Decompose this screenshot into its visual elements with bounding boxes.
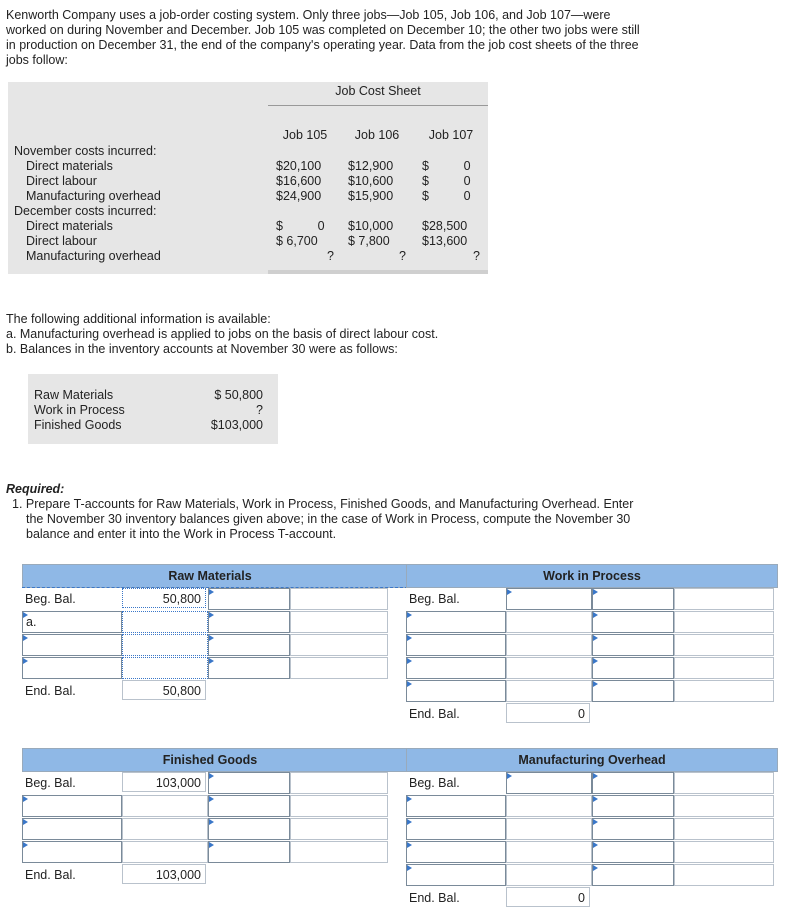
credit-amount-input[interactable] [290, 841, 388, 863]
credit-amount-input[interactable] [674, 772, 774, 794]
debit-amount-input[interactable] [506, 841, 592, 863]
column-header: Job 106 [354, 128, 400, 142]
column-header: Job 107 [428, 128, 474, 142]
debit-amount-input[interactable] [122, 657, 208, 679]
t-account-finished-goods [22, 748, 410, 888]
row-label: November costs incurred: [14, 144, 157, 158]
end-bal-value: 0 [506, 887, 590, 907]
credit-label-input[interactable] [208, 818, 290, 840]
inventory-row [34, 388, 113, 403]
credit-amount-input[interactable] [290, 611, 388, 633]
credit-amount-input[interactable] [674, 611, 774, 633]
beg-bal-debit-input[interactable] [506, 772, 592, 794]
credit-amount-input[interactable] [290, 634, 388, 656]
cost-value: $12,900 [348, 159, 394, 173]
row-label: Manufacturing overhead [26, 249, 161, 263]
additional-line: a. Manufacturing overhead is applied to jobs on the basis of direct labour cost. [6, 327, 439, 341]
additional-line: The following additional information is available: [6, 312, 271, 326]
debit-label-input[interactable] [406, 864, 506, 886]
credit-amount-input[interactable] [674, 657, 774, 679]
cost-value: $ 0 [422, 174, 471, 188]
credit-amount-input[interactable] [290, 588, 388, 610]
row-label: Direct labour [26, 234, 97, 248]
end-bal-value: 103,000 [122, 864, 206, 884]
debit-label-input[interactable] [406, 795, 506, 817]
t-account-manufacturing-overhead [406, 748, 794, 910]
cost-value: $ 0 [422, 189, 471, 203]
cost-value: $ 7,800 [348, 234, 390, 248]
credit-label-input[interactable] [208, 772, 290, 794]
end-bal-label: End. Bal. [409, 707, 460, 721]
t-account-title-text: Raw Materials [168, 569, 252, 583]
debit-label-input[interactable] [22, 611, 122, 633]
credit-label-input[interactable] [592, 634, 674, 656]
debit-amount-input[interactable] [122, 795, 208, 817]
credit-label-input[interactable] [592, 795, 674, 817]
beg-bal-label: Beg. Bal. [409, 592, 460, 606]
cost-value: $ 0 [422, 159, 471, 173]
t-account-title [406, 748, 778, 772]
debit-label-input[interactable] [406, 680, 506, 702]
debit-label-input[interactable] [406, 818, 506, 840]
t-account-title-text: Finished Goods [162, 753, 258, 767]
end-bal-label: End. Bal. [25, 684, 76, 698]
inventory-value: ? [256, 403, 263, 417]
divider [268, 105, 488, 106]
credit-label-input[interactable] [592, 818, 674, 840]
credit-label-input[interactable] [592, 657, 674, 679]
debit-amount-input[interactable] [122, 611, 208, 633]
debit-amount-input[interactable] [122, 818, 208, 840]
row-label: Direct labour [26, 174, 97, 188]
row-label: Direct materials [26, 219, 113, 233]
debit-amount-input[interactable] [506, 611, 592, 633]
additional-line: b. Balances in the inventory accounts at November 30 were as follows: [6, 342, 398, 356]
debit-amount-input[interactable] [506, 634, 592, 656]
credit-amount-input[interactable] [290, 772, 388, 794]
credit-amount-input[interactable] [674, 634, 774, 656]
row-label: December costs incurred: [14, 204, 157, 218]
cost-value: ? [399, 249, 406, 263]
required-title: Required: [6, 482, 65, 496]
cost-value: $15,900 [348, 189, 394, 203]
cost-value: $24,900 [276, 189, 322, 203]
credit-label-input[interactable] [208, 588, 290, 610]
additional-info [6, 312, 438, 357]
inventory-balances [28, 374, 278, 444]
row-a-label: a. [26, 615, 37, 629]
credit-amount-input[interactable] [674, 818, 774, 840]
beg-bal-debit-input[interactable]: 103,000 [122, 772, 206, 792]
credit-label-input[interactable] [208, 611, 290, 633]
t-account-work-in-process [406, 564, 794, 726]
problem-intro: Kenworth Company uses a job-order costing system. Only three jobs—Job 105, Job 106, and Job 107—were worked on during November and December. Job 105 was completed on December 10; the other two jobs were still in production on December 31, the end of the company's operating year. Data from the job cost sheets of the three jobs follow: [6, 8, 640, 67]
t-account-title-text: Work in Process [543, 569, 641, 583]
required-item: 1. Prepare T-accounts for Raw Materials, Work in Process, Finished Goods, and Manufacturing Overhead. Enter the November 30 inventory balances given above; in the case of Work in Process, compute the November 30 balance and enter it into the Work in Process T-account. [12, 497, 634, 541]
credit-label-input[interactable] [592, 772, 674, 794]
debit-label-input[interactable] [406, 657, 506, 679]
debit-amount-input[interactable] [506, 795, 592, 817]
cost-value: $16,600 [276, 174, 322, 188]
job-cost-sheet-title: Job Cost Sheet [335, 84, 421, 98]
cost-value: $20,100 [276, 159, 322, 173]
beg-bal-label: Beg. Bal. [25, 776, 76, 790]
beg-bal-label: Beg. Bal. [409, 776, 460, 790]
cost-value: $ 0 [276, 219, 325, 233]
debit-amount-input[interactable] [506, 657, 592, 679]
debit-label-input[interactable] [22, 657, 122, 679]
credit-label-input[interactable] [592, 864, 674, 886]
beg-bal-label: Beg. Bal. [25, 592, 76, 606]
debit-label-input[interactable] [406, 841, 506, 863]
credit-label-input[interactable] [208, 634, 290, 656]
required-section [6, 482, 646, 542]
job-cost-sheet [8, 82, 488, 274]
inventory-row [34, 403, 125, 418]
credit-label-input[interactable] [592, 841, 674, 863]
t-account-title [406, 564, 778, 588]
debit-label-input[interactable] [22, 841, 122, 863]
t-account-title-text: Manufacturing Overhead [518, 753, 666, 767]
credit-label-input[interactable] [208, 841, 290, 863]
t-account-title [22, 748, 410, 772]
credit-amount-input[interactable] [674, 588, 774, 610]
divider [268, 270, 488, 274]
cost-value: $10,600 [348, 174, 394, 188]
credit-label-input[interactable] [592, 611, 674, 633]
beg-bal-debit-input[interactable]: 50,800 [122, 588, 206, 608]
credit-amount-input[interactable] [674, 864, 774, 886]
row-label: Direct materials [26, 159, 113, 173]
cost-value: $ 6,700 [276, 234, 318, 248]
cost-value: $10,000 [348, 219, 394, 233]
column-header: Job 105 [282, 128, 328, 142]
debit-amount-input[interactable] [506, 818, 592, 840]
inventory-label: Work in Process [34, 403, 125, 417]
cost-value: $13,600 [422, 234, 468, 248]
end-bal-value: 50,800 [122, 680, 206, 700]
credit-amount-input[interactable] [674, 795, 774, 817]
beg-bal-debit-input[interactable] [506, 588, 592, 610]
debit-label-input[interactable] [22, 818, 122, 840]
credit-label-input[interactable] [592, 680, 674, 702]
credit-amount-input[interactable] [290, 795, 388, 817]
debit-amount-input[interactable] [122, 634, 208, 656]
debit-label-input[interactable] [22, 634, 122, 656]
end-bal-label: End. Bal. [409, 891, 460, 905]
end-bal-value: 0 [506, 703, 590, 723]
credit-amount-input[interactable] [674, 680, 774, 702]
debit-amount-input[interactable] [506, 680, 592, 702]
debit-amount-input[interactable] [122, 841, 208, 863]
credit-amount-input[interactable] [290, 657, 388, 679]
credit-amount-input[interactable] [290, 818, 388, 840]
debit-label-input[interactable] [406, 634, 506, 656]
t-account-title [22, 564, 410, 588]
debit-amount-input[interactable] [506, 864, 592, 886]
t-account-raw-materials [22, 564, 410, 704]
credit-label-input[interactable] [592, 588, 674, 610]
credit-label-input[interactable] [208, 795, 290, 817]
end-bal-label: End. Bal. [25, 868, 76, 882]
debit-label-input[interactable] [406, 611, 506, 633]
debit-label-input[interactable] [22, 795, 122, 817]
inventory-label: Raw Materials [34, 388, 114, 402]
inventory-row [34, 418, 122, 433]
inventory-label: Finished Goods [34, 418, 122, 432]
cost-value: $28,500 [422, 219, 468, 233]
credit-amount-input[interactable] [674, 841, 774, 863]
cost-value: ? [473, 249, 480, 263]
cost-value: ? [327, 249, 334, 263]
inventory-value: $ 50,800 [214, 388, 263, 402]
credit-label-input[interactable] [208, 657, 290, 679]
row-label: Manufacturing overhead [26, 189, 161, 203]
inventory-value: $103,000 [210, 418, 263, 432]
